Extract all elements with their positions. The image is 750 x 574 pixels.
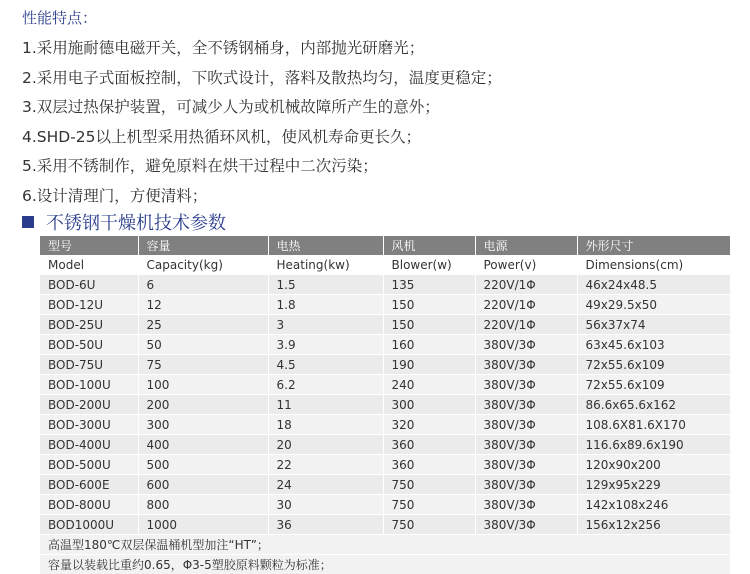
table-cell: 129x95x229	[577, 475, 730, 495]
table-cell: 1000	[138, 515, 268, 535]
table-cell: 320	[383, 415, 475, 435]
table-cell: 4.5	[268, 355, 383, 375]
table-cell: 750	[383, 495, 475, 515]
table-cell: 750	[383, 475, 475, 495]
table-cell: 72x55.6x109	[577, 355, 730, 375]
table-cell: 300	[383, 395, 475, 415]
table-row	[40, 335, 730, 355]
feature-item: 6.设计清理门，方便清料；	[22, 186, 502, 216]
table-cell: 6	[138, 275, 268, 295]
table-header-row	[40, 236, 730, 255]
table-cell: 360	[383, 435, 475, 455]
table-row	[40, 395, 730, 415]
table-cell: 380V/3Φ	[475, 495, 577, 515]
column-header: 型号	[40, 236, 138, 255]
table-cell: 56x37x74	[577, 315, 730, 335]
table-cell: 380V/3Φ	[475, 395, 577, 415]
table-cell: 380V/3Φ	[475, 375, 577, 395]
table-row	[40, 415, 730, 435]
table-cell: 150	[383, 295, 475, 315]
table-row	[40, 515, 730, 535]
table-cell: 18	[268, 415, 383, 435]
table-cell: 156x12x256	[577, 515, 730, 535]
table-cell: 300	[138, 415, 268, 435]
table-cell: 3	[268, 315, 383, 335]
table-cell: BOD-12U	[40, 295, 138, 315]
table-cell: 380V/3Φ	[475, 435, 577, 455]
column-header: 电源	[475, 236, 577, 255]
table-cell: 86.6x65.6x162	[577, 395, 730, 415]
table-row	[40, 495, 730, 515]
table-cell: 380V/3Φ	[475, 355, 577, 375]
features-list	[22, 38, 502, 216]
table-cell: 49x29.5x50	[577, 295, 730, 315]
table-cell: 20	[268, 435, 383, 455]
table-cell: 220V/1Φ	[475, 295, 577, 315]
table-cell: 63x45.6x103	[577, 335, 730, 355]
section-heading	[22, 210, 226, 234]
table-cell: 22	[268, 455, 383, 475]
table-row	[40, 375, 730, 395]
table-cell: 46x24x48.5	[577, 275, 730, 295]
table-row	[40, 295, 730, 315]
table-cell: 25	[138, 315, 268, 335]
table-cell: BOD-6U	[40, 275, 138, 295]
unit-label: Power(v)	[475, 255, 577, 275]
table-cell: 11	[268, 395, 383, 415]
table-row	[40, 475, 730, 495]
table-cell: BOD-500U	[40, 455, 138, 475]
square-bullet-icon	[22, 216, 34, 228]
table-cell: 30	[268, 495, 383, 515]
table-cell: 400	[138, 435, 268, 455]
table-note: 容量以装载比重约0.65，Φ3-5塑胶原料颗粒为标准；	[40, 555, 730, 574]
column-header: 容量	[138, 236, 268, 255]
table-cell: 380V/3Φ	[475, 455, 577, 475]
table-row	[40, 275, 730, 295]
table-cell: 500	[138, 455, 268, 475]
units-row	[40, 255, 730, 275]
table-cell: BOD-25U	[40, 315, 138, 335]
column-header: 外形尺寸	[577, 236, 730, 255]
unit-label: Blower(w)	[383, 255, 475, 275]
table-cell: BOD-75U	[40, 355, 138, 375]
unit-label: Dimensions(cm)	[577, 255, 730, 275]
table-cell: 380V/3Φ	[475, 475, 577, 495]
table-row	[40, 355, 730, 375]
table-cell: 200	[138, 395, 268, 415]
feature-item: 3.双层过热保护装置，可减少人为或机械故障所产生的意外；	[22, 97, 502, 127]
table-cell: 72x55.6x109	[577, 375, 730, 395]
feature-item: 1.采用施耐德电磁开关，全不锈钢桶身，内部抛光研磨光；	[22, 38, 502, 68]
table-cell: 50	[138, 335, 268, 355]
features-title: 性能特点：	[22, 7, 97, 28]
table-row	[40, 315, 730, 335]
feature-item: 2.采用电子式面板控制，下吹式设计，落料及散热均匀，温度更稳定；	[22, 68, 502, 98]
table-cell: BOD-800U	[40, 495, 138, 515]
table-row	[40, 455, 730, 475]
table-cell: 800	[138, 495, 268, 515]
table-cell: 100	[138, 375, 268, 395]
table-cell: 220V/1Φ	[475, 275, 577, 295]
table-cell: 190	[383, 355, 475, 375]
table-cell: 24	[268, 475, 383, 495]
table-cell: 220V/1Φ	[475, 315, 577, 335]
table-cell: BOD-100U	[40, 375, 138, 395]
table-cell: 1.8	[268, 295, 383, 315]
unit-label: Model	[40, 255, 138, 275]
table-cell: 380V/3Φ	[475, 415, 577, 435]
table-cell: BOD-600E	[40, 475, 138, 495]
table-cell: 750	[383, 515, 475, 535]
section-title: 不锈钢干燥机技术参数	[46, 209, 226, 235]
table-cell: 108.6X81.6X170	[577, 415, 730, 435]
table-cell: 160	[383, 335, 475, 355]
table-cell: 120x90x200	[577, 455, 730, 475]
table-cell: 600	[138, 475, 268, 495]
table-cell: 135	[383, 275, 475, 295]
table-cell: 6.2	[268, 375, 383, 395]
table-cell: 142x108x246	[577, 495, 730, 515]
table-cell: 380V/3Φ	[475, 515, 577, 535]
table-note-row	[40, 535, 730, 555]
table-cell: BOD-300U	[40, 415, 138, 435]
table-cell: BOD-50U	[40, 335, 138, 355]
table-cell: 36	[268, 515, 383, 535]
feature-item: 4.SHD-25以上机型采用热循环风机，使风机寿命更长久；	[22, 127, 502, 157]
table-cell: 240	[383, 375, 475, 395]
column-header: 风机	[383, 236, 475, 255]
table-note: 高温型180℃双层保温桶机型加注“HT”；	[40, 535, 730, 555]
feature-item: 5.采用不锈制作，避免原料在烘干过程中二次污染；	[22, 156, 502, 186]
table-cell: BOD-400U	[40, 435, 138, 455]
table-cell: 3.9	[268, 335, 383, 355]
table-cell: BOD-200U	[40, 395, 138, 415]
table-cell: 360	[383, 455, 475, 475]
table-cell: BOD1000U	[40, 515, 138, 535]
table-cell: 75	[138, 355, 268, 375]
table-cell: 116.6x89.6x190	[577, 435, 730, 455]
table-cell: 380V/3Φ	[475, 335, 577, 355]
unit-label: Heating(kw)	[268, 255, 383, 275]
column-header: 电热	[268, 236, 383, 255]
table-note-row	[40, 555, 730, 574]
unit-label: Capacity(kg)	[138, 255, 268, 275]
table-cell: 1.5	[268, 275, 383, 295]
spec-table	[40, 236, 730, 574]
table-cell: 12	[138, 295, 268, 315]
table-cell: 150	[383, 315, 475, 335]
table-row	[40, 435, 730, 455]
